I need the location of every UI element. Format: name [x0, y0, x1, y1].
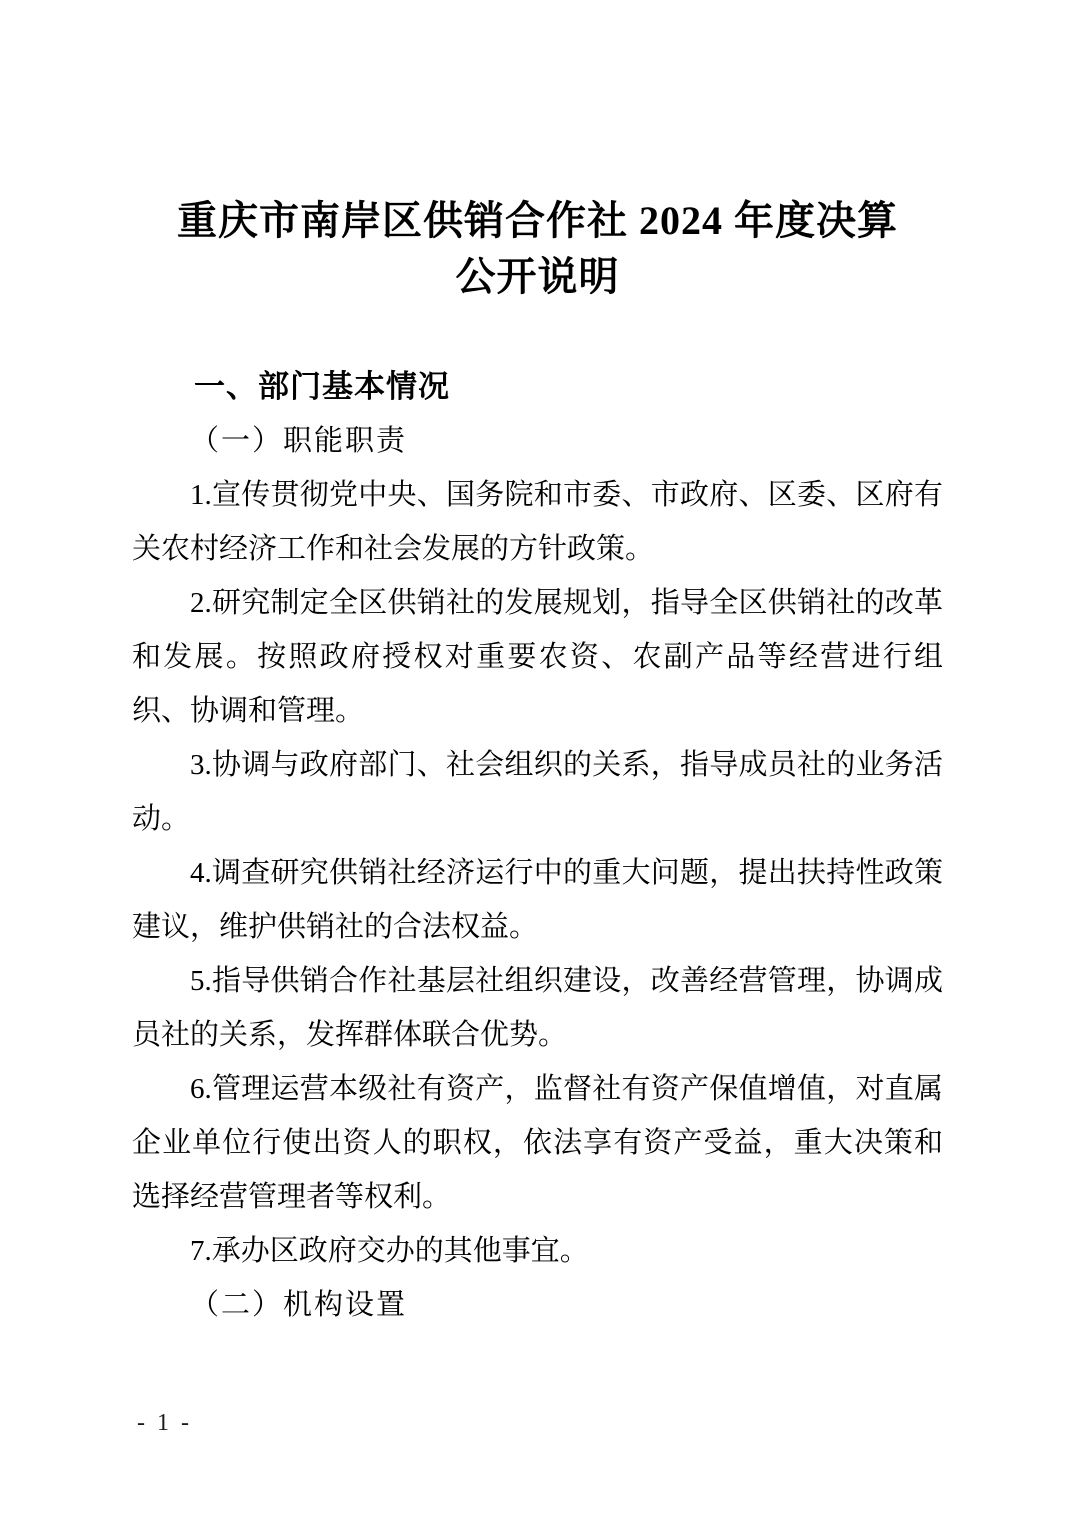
paragraph-duty-5: 5.指导供销合作社基层社组织建设，改善经营管理，协调成员社的关系，发挥群体联合优势。	[132, 965, 943, 1051]
document-title-line2: 公开说明	[455, 254, 620, 299]
paragraph-duty-4: 4.调查研究供销社经济运行中的重大问题，提出扶持性政策建议，维护供销社的合法权益。	[132, 857, 943, 943]
document-title	[132, 193, 943, 305]
section-heading-department-basic-info: 一、部门基本情况	[194, 369, 450, 404]
paragraph-duty-6: 6.管理运营本级社有资产，监督社有资产保值增值，对直属企业单位行使出资人的职权，依法享有资产受益，重大决策和选择经营管理者等权利。	[132, 1073, 943, 1213]
subsection-heading-organization-setup: （二）机构设置	[190, 1289, 408, 1321]
paragraph-duty-3: 3.协调与政府部门、社会组织的关系，指导成员社的业务活动。	[132, 749, 943, 835]
page-number: - 1 -	[137, 1410, 192, 1436]
subsection-heading-duties: （一）职能职责	[190, 425, 408, 457]
paragraph-duty-1: 1.宣传贯彻党中央、国务院和市委、市政府、区委、区府有关农村经济工作和社会发展的方针政策。	[132, 479, 943, 565]
document-title-line1: 重庆市南岸区供销合作社 2024 年度决算	[177, 198, 898, 243]
paragraph-duty-2: 2.研究制定全区供销社的发展规划，指导全区供销社的改革和发展。按照政府授权对重要农资、农副产品等经营进行组织、协调和管理。	[132, 587, 943, 727]
paragraph-duty-7: 7.承办区政府交办的其他事宜。	[190, 1235, 589, 1267]
document-body	[132, 360, 943, 1332]
